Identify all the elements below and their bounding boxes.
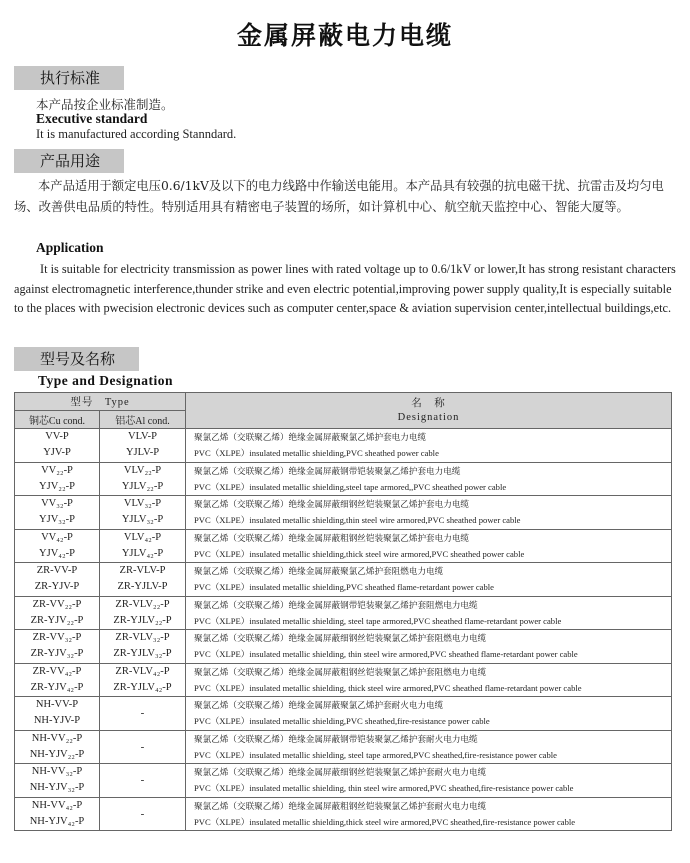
designation-cn: 聚氯乙烯（交联聚乙烯）绝缘金属屏蔽细钢丝铠装聚氯乙烯护套电力电缆 (194, 499, 470, 510)
designation-en: PVC（XLPE）insulated metallic shielding,steel tape armored,,PVC sheathed power cable (194, 481, 507, 492)
usage-heading-en: Application (36, 240, 104, 255)
table-row (15, 462, 672, 496)
designation-cn: 聚氯乙烯（交联聚乙烯）绝缘金属屏蔽聚氯乙烯护套耐火电力电缆 (194, 700, 444, 711)
cu-model: NH-YJV₂₂-P (29, 748, 85, 760)
types-heading-en: Type and Designation (38, 373, 174, 388)
cu-model: ZR-YJV₄₂-P (30, 681, 84, 693)
cu-model: ZR-YJV-P (34, 581, 80, 593)
table-row (15, 529, 672, 563)
cu-model: YJV₄₂-P (39, 547, 75, 559)
cell-designation (186, 764, 672, 798)
designation-cn: 聚氯乙烯（交联聚乙烯）绝缘金属屏蔽细钢丝铠装聚氯乙烯护套阻燃电力电缆 (194, 633, 487, 644)
cu-model: ZR-VV₃₂-P (32, 632, 82, 644)
cell-al-model: - (100, 764, 186, 798)
table-row (15, 730, 672, 764)
cu-model: ZR-VV₂₂-P (32, 598, 82, 610)
page-title: 金属屏蔽电力电缆 (236, 21, 453, 50)
table-row (15, 429, 672, 463)
designation-cn: 聚氯乙烯（交联聚乙烯）绝缘金属屏蔽粗钢丝铠装聚氯乙烯护套阻燃电力电缆 (194, 666, 487, 677)
cu-model: NH-VV₃₂-P (31, 766, 83, 778)
designation-cn: 聚氯乙烯（交联聚乙烯）绝缘金属屏蔽钢带铠装聚氯乙烯护套阻燃电力电缆 (194, 599, 478, 610)
cu-model: ZR-YJV₃₂-P (30, 648, 84, 660)
cu-model: NH-VV₄₂-P (31, 799, 83, 811)
al-model: YJLV₂₂-P (121, 480, 164, 492)
header-type-cn: 型号 (70, 397, 94, 408)
al-model: ZR-YJLV₃₂-P (113, 648, 172, 660)
cell-designation (186, 630, 672, 664)
cell-al-model (100, 596, 186, 630)
cell-designation (186, 563, 672, 597)
designation-en: PVC（XLPE）insulated metallic shielding, steel tape armored,PVC sheathed,fire-resistance power cable (194, 749, 557, 760)
header-al: 铝芯Al cond. (100, 411, 186, 429)
cell-designation (186, 429, 672, 463)
al-model: ZR-YJLV₂₂-P (113, 614, 172, 626)
cell-cu-model (15, 496, 100, 530)
section-heading-types: 型号及名称 (14, 347, 139, 371)
al-model: VLV₃₂-P (123, 498, 162, 510)
type-designation-table (14, 392, 672, 831)
cu-model: YJV₂₂-P (39, 480, 75, 492)
cell-al-model (100, 663, 186, 697)
header-designation (186, 393, 672, 429)
cell-cu-model (15, 563, 100, 597)
cu-model: VV₃₂-P (41, 498, 73, 510)
standard-text-cn: 本产品按企业标准制造。 (36, 97, 174, 112)
usage-text-en: It is suitable for electricity transmission as power lines with rated voltage up to 0.6/1kV or lower,It has strong resistant characters against electromagnetic interference,thunder strike and even electric potential,improving power supply quality,It is especially suitable to the places with pwecision electronic devices such as computer center,space & aviation supervision center,intellectual buildings,etc. (14, 262, 676, 315)
cu-model: YJV-P (43, 447, 71, 459)
designation-en: PVC（XLPE）insulated metallic shielding, thin steel wire armored,PVC sheathed,fire-resistance power cable (194, 783, 574, 794)
cell-cu-model (15, 730, 100, 764)
table-row (15, 596, 672, 630)
cu-model: VV₄₂-P (41, 531, 73, 543)
al-model: YJLV-P (125, 447, 160, 459)
designation-en: PVC（XLPE）insulated metallic shielding,PVC sheathed flame-retardant power cable (194, 582, 494, 593)
cell-cu-model (15, 596, 100, 630)
usage-text-cn: 本产品适用于额定电压0.6/1kV及以下的电力线路中作输送电能用。本产品具有较强的抗电磁干扰、抗雷击及均匀电场、改善供电品质的特性。特别适用具有精密电子装置的场所，如计算机中心、航空航天监控中心、智能大厦等。 (14, 179, 664, 214)
cell-al-model (100, 563, 186, 597)
cu-model: NH-VV₂₂-P (31, 732, 83, 744)
cell-al-model: - (100, 697, 186, 731)
cell-designation (186, 496, 672, 530)
header-cu: 铜芯Cu cond. (15, 411, 100, 429)
header-designation-en: Designation (397, 411, 460, 423)
designation-en: PVC（XLPE）insulated metallic shielding,thick steel wire armored,PVC sheathed,fire-resistance power cable (194, 816, 576, 827)
cell-cu-model (15, 797, 100, 831)
designation-en: PVC（XLPE）insulated metallic shielding, steel tape armored,PVC sheathed flame-retardant power cable (194, 615, 562, 626)
cell-al-model (100, 496, 186, 530)
header-type (15, 393, 186, 411)
cell-al-model (100, 529, 186, 563)
cell-designation (186, 797, 672, 831)
cell-designation (186, 697, 672, 731)
designation-en: PVC（XLPE）insulated metallic shielding,PVC sheathed,fire-resistance power cable (194, 716, 490, 727)
designation-en: PVC（XLPE）insulated metallic shielding,PVC sheathed power cable (194, 448, 439, 459)
cell-cu-model (15, 429, 100, 463)
cell-al-model: - (100, 730, 186, 764)
cu-model: VV₂₂-P (41, 464, 73, 476)
al-model: ZR-VLV₃₂-P (115, 632, 170, 644)
cu-model: NH-YJV₄₂-P (29, 815, 85, 827)
al-model: ZR-VLV-P (119, 565, 166, 577)
cell-al-model (100, 462, 186, 496)
cell-cu-model (15, 697, 100, 731)
header-type-en: Type (104, 397, 130, 408)
cu-model: YJV₃₂-P (39, 514, 75, 526)
cell-al-model (100, 630, 186, 664)
cu-model: NH-YJV-P (33, 715, 81, 727)
table-row (15, 496, 672, 530)
cu-model: NH-YJV₃₂-P (29, 782, 85, 794)
al-model: VLV-P (128, 431, 157, 443)
table-header-row (15, 393, 672, 411)
cu-model: ZR-VV-P (36, 565, 78, 577)
designation-cn: 聚氯乙烯（交联聚乙烯）绝缘金属屏蔽钢带铠装聚氯乙烯护套电力电缆 (194, 465, 461, 476)
al-model: ZR-YJLV-P (117, 581, 168, 593)
designation-cn: 聚氯乙烯（交联聚乙烯）绝缘金属屏蔽细钢丝铠装聚氯乙烯护套耐火电力电缆 (194, 767, 487, 778)
designation-cn: 聚氯乙烯（交联聚乙烯）绝缘金属屏蔽聚氯乙烯护套电力电缆 (194, 432, 427, 443)
cell-designation (186, 730, 672, 764)
cu-model: ZR-YJV₂₂-P (30, 614, 84, 626)
al-model: YJLV₃₂-P (121, 514, 164, 526)
al-model: ZR-VLV₂₂-P (115, 598, 170, 610)
cell-al-model: - (100, 797, 186, 831)
section-heading-usage: 产品用途 (14, 149, 124, 173)
table-row (15, 764, 672, 798)
header-designation-cn: 名 称 (411, 397, 446, 409)
designation-cn: 聚氯乙烯（交联聚乙烯）绝缘金属屏蔽聚氯乙烯护套阻燃电力电缆 (194, 566, 444, 577)
standard-text-en: It is manufactured according Stanndard. (36, 127, 237, 141)
al-model: YJLV₄₂-P (121, 547, 164, 559)
cell-designation (186, 596, 672, 630)
cell-designation (186, 529, 672, 563)
al-model: VLV₂₂-P (123, 464, 162, 476)
standard-heading-en: Executive standard (36, 111, 148, 126)
designation-en: PVC（XLPE）insulated metallic shielding,thin steel wire armored,PVC sheathed power cable (194, 515, 521, 526)
designation-cn: 聚氯乙烯（交联聚乙烯）绝缘金属屏蔽钢带铠装聚氯乙烯护套耐火电力电缆 (194, 733, 478, 744)
designation-en: PVC（XLPE）insulated metallic shielding, thick steel wire armored,PVC sheathed flame-retardant power cable (194, 682, 582, 693)
al-model: ZR-VLV₄₂-P (115, 665, 170, 677)
cell-cu-model (15, 764, 100, 798)
al-model: ZR-YJLV₄₂-P (113, 681, 172, 693)
table-row (15, 630, 672, 664)
cell-designation (186, 462, 672, 496)
cu-model: NH-VV-P (35, 699, 79, 711)
designation-cn: 聚氯乙烯（交联聚乙烯）绝缘金属屏蔽粗钢丝铠装聚氯乙烯护套耐火电力电缆 (194, 800, 487, 811)
table-row (15, 663, 672, 697)
designation-en: PVC（XLPE）insulated metallic shielding,thick steel wire armored,PVC sheathed power cable (194, 548, 525, 559)
cell-al-model (100, 429, 186, 463)
cell-cu-model (15, 462, 100, 496)
cell-cu-model (15, 529, 100, 563)
cu-model: ZR-VV₄₂-P (32, 665, 82, 677)
table-row (15, 563, 672, 597)
designation-en: PVC（XLPE）insulated metallic shielding, thin steel wire armored,PVC sheathed flame-retardant power cable (194, 649, 578, 660)
table-row (15, 797, 672, 831)
al-model: VLV₄₂-P (123, 531, 162, 543)
designation-cn: 聚氯乙烯（交联聚乙烯）绝缘金属屏蔽粗钢丝铠装聚氯乙烯护套电力电缆 (194, 532, 470, 543)
cell-cu-model (15, 663, 100, 697)
section-heading-standard: 执行标准 (14, 66, 124, 90)
table-row (15, 697, 672, 731)
cell-cu-model (15, 630, 100, 664)
cu-model: VV-P (45, 431, 69, 443)
cell-designation (186, 663, 672, 697)
